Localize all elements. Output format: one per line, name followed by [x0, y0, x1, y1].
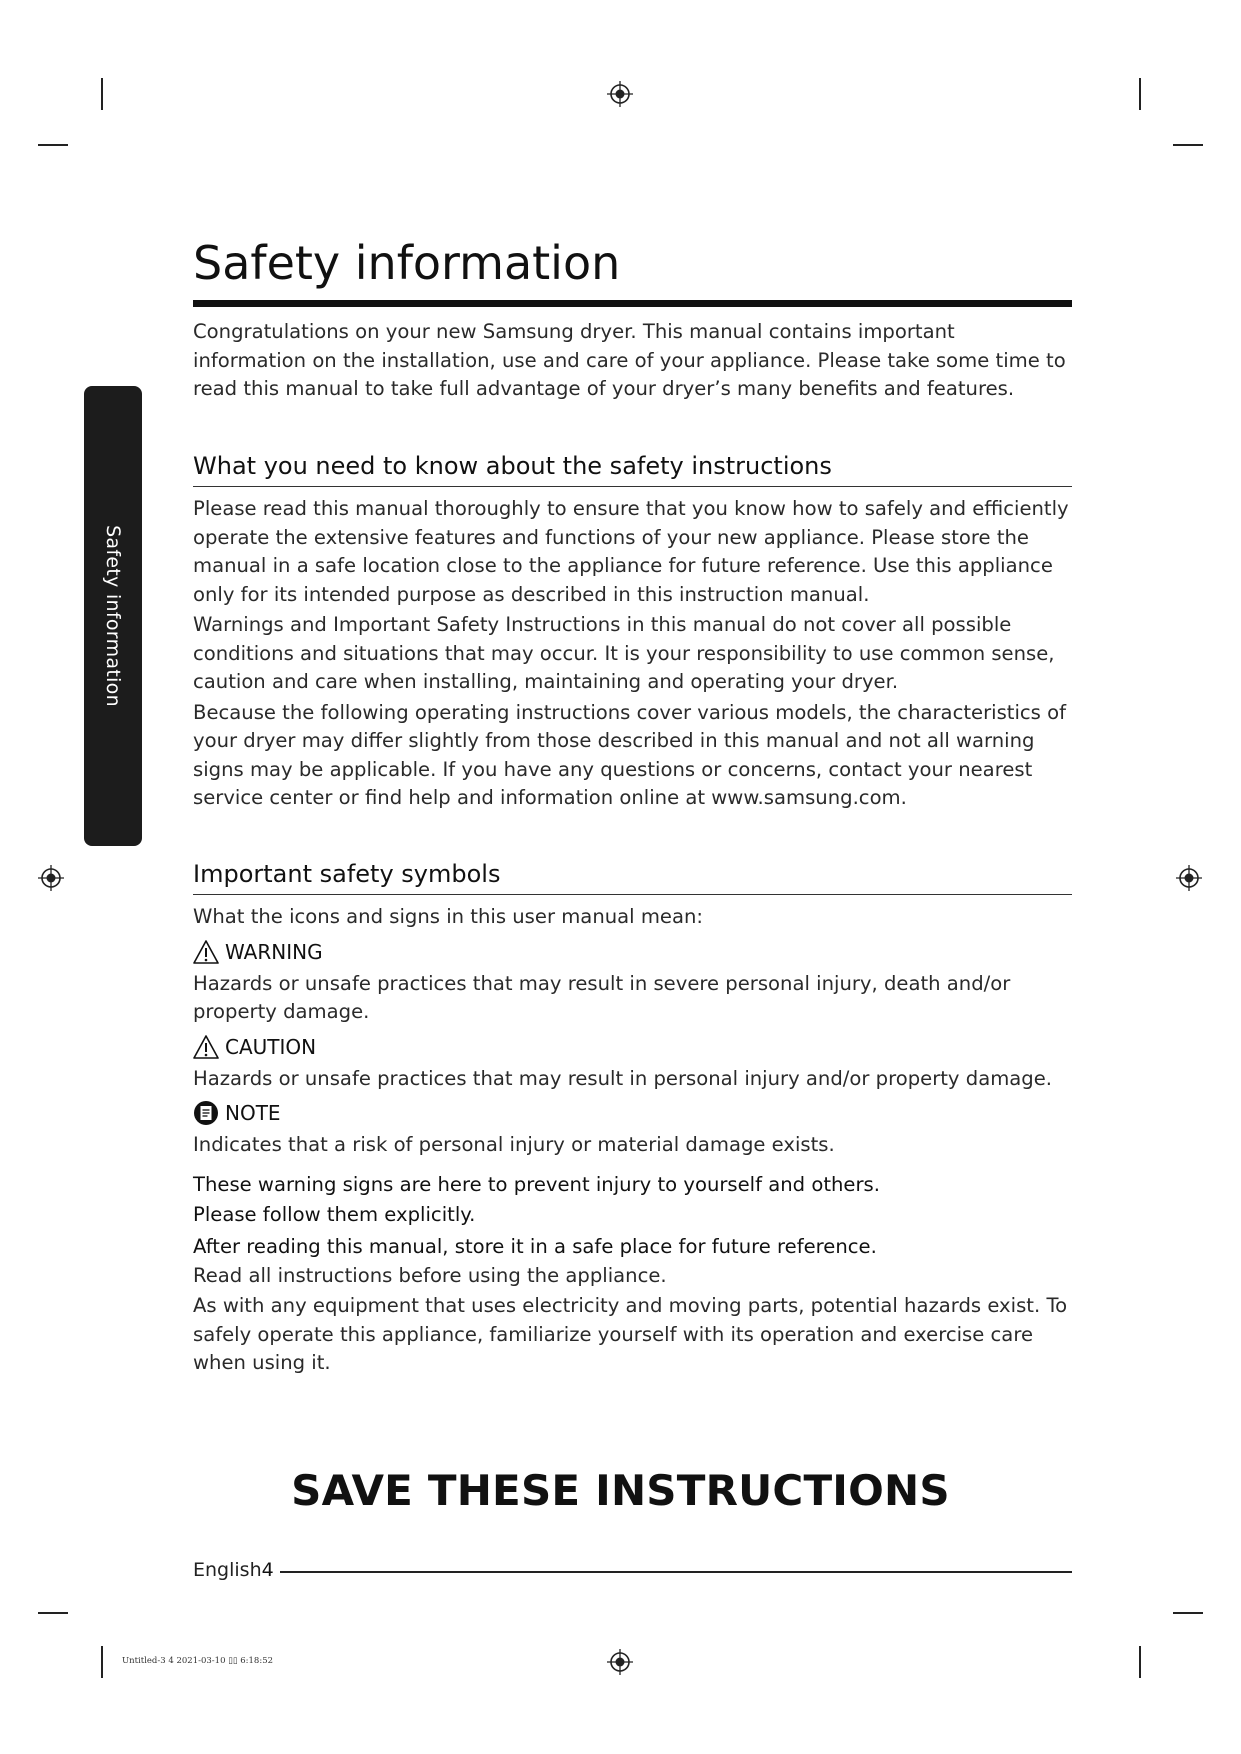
caution-label-row — [193, 1033, 1072, 1061]
safety-instructions-section — [193, 450, 1072, 813]
safety-symbols-section — [193, 858, 1072, 1378]
side-tab-label: Safety information — [102, 525, 124, 707]
crop-mark — [101, 1646, 103, 1678]
section-heading: What you need to know about the safety instructions — [193, 450, 1072, 487]
section-paragraph: Please read this manual thoroughly to ensure that you know how to safely and efficiently operate the extensive features and functions of your new appliance. Please store the manual in a safe location close to the appliance for future reference. Use this appliance only for its intended purpose as described in this instruction manual. — [193, 497, 1069, 606]
caution-triangle-icon — [193, 1034, 219, 1060]
registration-mark-icon — [1176, 865, 1202, 891]
note-label-row — [193, 1099, 1072, 1127]
warning-label: WARNING — [225, 939, 323, 964]
page-number: 4 — [261, 1559, 274, 1581]
crop-mark — [1139, 1646, 1141, 1678]
page-footer — [193, 1555, 1072, 1585]
crop-mark — [1173, 1612, 1203, 1614]
crop-mark — [38, 1612, 68, 1614]
save-instructions-heading: SAVE THESE INSTRUCTIONS — [291, 1466, 950, 1515]
caution-description: Hazards or unsafe practices that may result in personal injury and/or property damage. — [193, 1066, 1053, 1090]
symbols-intro: What the icons and signs in this user manual mean: — [193, 905, 704, 928]
registration-mark-icon — [38, 865, 64, 891]
caution-label: CAUTION — [225, 1034, 317, 1059]
footer-language: English — [193, 1559, 262, 1581]
side-tab — [84, 386, 142, 846]
closing-paragraph: As with any equipment that uses electricity and moving parts, potential hazards exist. To safely operate this appliance, familiarize yourself with its operation and exercise care when using it. — [193, 1294, 1068, 1374]
section-heading: Important safety symbols — [193, 858, 1072, 895]
warning-triangle-icon — [193, 939, 219, 965]
warning-label-row — [193, 938, 1072, 966]
intro-paragraph: Congratulations on your new Samsung dryer. This manual contains important information on the installation, use and care of your appliance. Please take some time to read this manual to take full advantage of your dryer’s many benefits and features. — [193, 320, 1066, 400]
registration-mark-icon — [607, 1649, 633, 1675]
note-icon — [193, 1100, 219, 1126]
note-description: Indicates that a risk of personal injury or material damage exists. — [193, 1133, 835, 1156]
strong-instruction: These warning signs are here to prevent injury to yourself and others. — [193, 1172, 880, 1196]
crop-mark — [38, 144, 68, 146]
crop-mark — [1173, 144, 1203, 146]
crop-mark — [101, 78, 103, 110]
intro-block — [193, 318, 1072, 404]
footer-rule — [280, 1571, 1072, 1573]
crop-mark — [1139, 78, 1141, 110]
title-rule — [193, 300, 1072, 307]
print-slug: Untitled-3 4 2021-03-10 ▯▯ 6:18:52 — [122, 1656, 274, 1666]
section-paragraph: Because the following operating instructions cover various models, the characteristics of your dryer may differ slightly from those described in this manual and not all warning signs may be applicable. If you have any questions or concerns, contact your nearest service center or find help and information online at www.samsung.com. — [193, 700, 1067, 809]
note-label: NOTE — [225, 1101, 281, 1125]
page-title: Safety information — [193, 236, 621, 290]
strong-instruction: Please follow them explicitly. — [193, 1202, 476, 1226]
registration-mark-icon — [607, 81, 633, 107]
closing-paragraph: Read all instructions before using the appliance. — [193, 1263, 667, 1287]
strong-instruction: After reading this manual, store it in a safe place for future reference. — [193, 1234, 877, 1258]
section-paragraph: Warnings and Important Safety Instructions in this manual do not cover all possible conditions and situations that may occur. It is your responsibility to use common sense, caution and care when installing, maintaining and operating your dryer. — [193, 613, 1055, 693]
warning-description: Hazards or unsafe practices that may result in severe personal injury, death and/or property damage. — [193, 971, 1011, 1023]
